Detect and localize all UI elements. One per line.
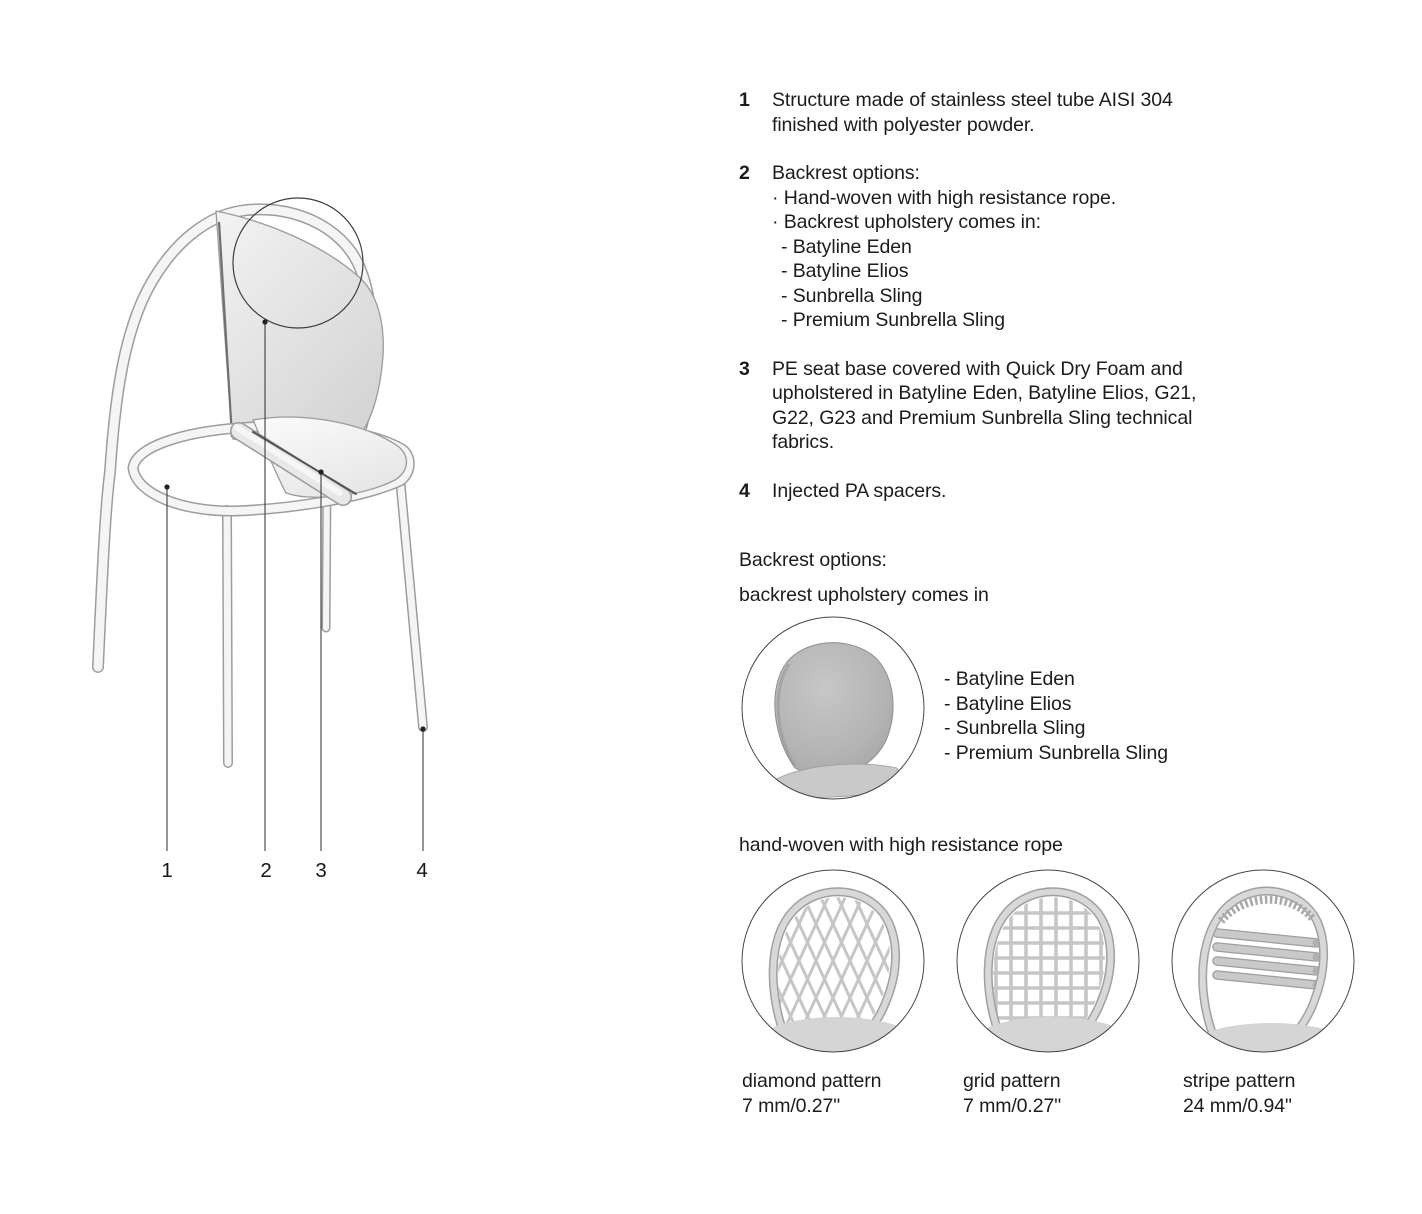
upholstery-photo	[741, 616, 925, 800]
pattern-size: 7 mm/0.27"	[963, 1094, 1062, 1117]
spec-line: - Batyline Eden	[781, 235, 912, 258]
callout-number-2: 2	[260, 859, 272, 882]
spec-line: - Sunbrella Sling	[781, 284, 923, 307]
spec-line: - Batyline Elios	[781, 260, 909, 282]
spec-list	[739, 88, 1219, 527]
spec-item-number: 3	[739, 357, 750, 380]
chair-diagram	[60, 180, 480, 900]
pattern-size: 7 mm/0.27"	[742, 1094, 841, 1117]
spec-line: Injected PA spacers.	[772, 479, 947, 502]
spec-line: · Hand-woven with high resistance rope.	[772, 186, 1117, 209]
fabric-options-list	[944, 667, 1168, 765]
spec-line: Structure made of stainless steel tube AISI 304	[772, 89, 1173, 111]
spec-item-spacers	[739, 479, 1219, 504]
pattern-caption-grid	[963, 1069, 1173, 1118]
pattern-caption-diamond	[742, 1069, 952, 1118]
spec-item-backrest	[739, 161, 1219, 333]
pattern-name: stripe pattern	[1183, 1070, 1296, 1092]
upholstery-subheading: backrest upholstery comes in	[739, 584, 989, 606]
spec-item-structure	[739, 88, 1219, 137]
spec-item-number: 4	[739, 479, 750, 502]
spec-line: PE seat base covered with Quick Dry Foam and	[772, 357, 1183, 380]
grid-pattern-photo	[956, 869, 1140, 1053]
callout-number-1: 1	[161, 859, 173, 882]
upholstered-backrest-shape	[775, 643, 893, 775]
spec-line: · Backrest upholstery comes in:	[772, 211, 1041, 233]
callout-number-3: 3	[315, 859, 327, 882]
chair-legs	[227, 478, 423, 763]
fabric-option: - Batyline Eden	[944, 668, 1075, 690]
pattern-name: grid pattern	[963, 1070, 1061, 1092]
spec-item-number: 1	[739, 89, 750, 111]
diamond-pattern-photo	[741, 869, 925, 1053]
handwoven-subheading: hand-woven with high resistance rope	[739, 834, 1063, 856]
backrest-options-heading: Backrest options:	[739, 549, 887, 571]
fabric-option: - Batyline Elios	[944, 692, 1072, 715]
spec-line: fabrics.	[772, 431, 835, 453]
spec-line: upholstered in Batyline Eden, Batyline Elios, G21,	[772, 382, 1197, 404]
fabric-option: - Premium Sunbrella Sling	[944, 741, 1169, 764]
pattern-name: diamond pattern	[742, 1070, 882, 1092]
spec-line: Backrest options:	[772, 162, 920, 184]
spec-line: - Premium Sunbrella Sling	[781, 309, 1006, 331]
spec-line: G22, G23 and Premium Sunbrella Sling technical	[772, 406, 1193, 429]
spec-item-number: 2	[739, 162, 750, 184]
pattern-size: 24 mm/0.94"	[1183, 1094, 1292, 1117]
stripe-pattern-photo	[1171, 869, 1355, 1053]
callout-number-4: 4	[416, 859, 428, 882]
pattern-caption-stripe	[1183, 1069, 1393, 1118]
fabric-option: - Sunbrella Sling	[944, 717, 1086, 739]
spec-item-seat	[739, 357, 1219, 455]
spec-line: finished with polyester powder.	[772, 113, 1035, 136]
